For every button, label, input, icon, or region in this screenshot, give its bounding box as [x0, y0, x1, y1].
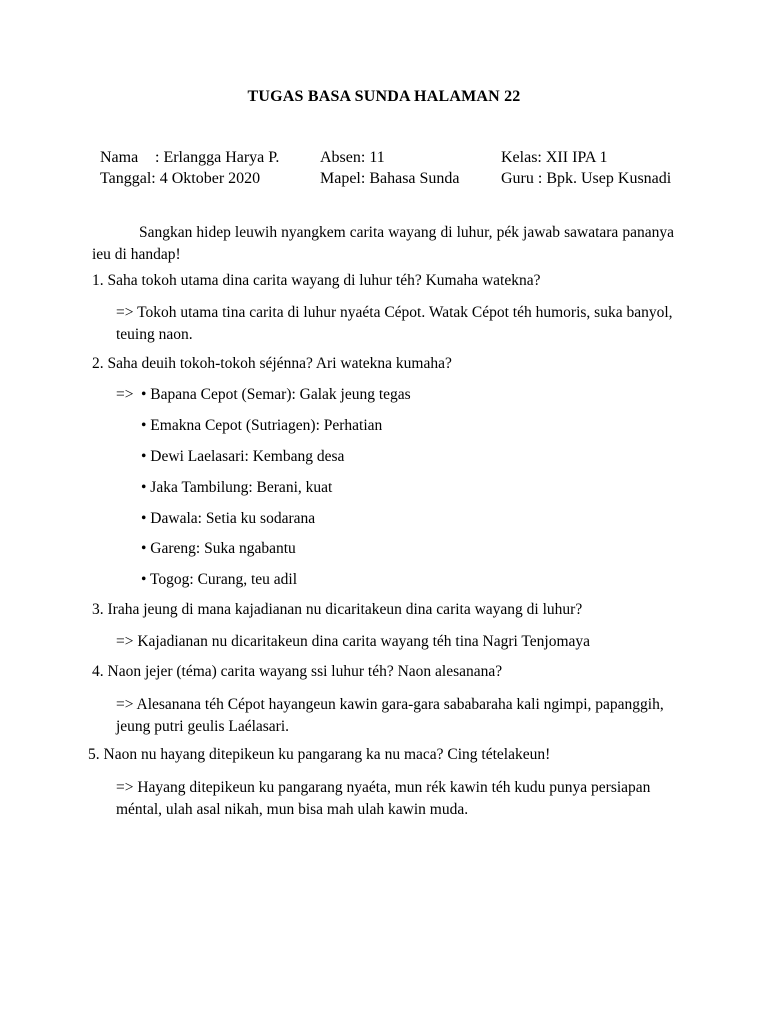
answer-1: => Tokoh utama tina carita di luhur nyaéta Cépot. Watak Cépot téh humoris, suka banyol, teuing naon.: [116, 304, 673, 343]
list-item: • Togog: Curang, teu adil: [141, 571, 298, 588]
kelas-field: Kelas: XII IPA 1: [501, 149, 608, 166]
nama-value: : Erlangga Harya P.: [155, 149, 280, 166]
list-item: • Dawala: Setia ku sodarana: [141, 510, 316, 527]
question-2: 2. Saha deuih tokoh-tokoh séjénna? Ari watekna kumaha?: [92, 355, 452, 372]
intro-paragraph: Sangkan hidep leuwih nyangkem carita wayang di luhur, pék jawab sawatara pananya ieu di handap!: [92, 224, 674, 263]
tanggal-field: Tanggal: 4 Oktober 2020: [100, 170, 261, 187]
document-title: TUGAS BASA SUNDA HALAMAN 22: [247, 88, 521, 105]
question-3: 3. Iraha jeung di mana kajadianan nu dicaritakeun dina carita wayang di luhur?: [92, 601, 583, 618]
absen-field: Absen: 11: [320, 149, 385, 166]
answer-3: => Kajadianan nu dicaritakeun dina carita wayang téh tina Nagri Tenjomaya: [116, 633, 591, 650]
answer-2-prefix: =>: [116, 386, 134, 403]
answer-5: => Hayang ditepikeun ku pangarang nyaéta, mun rék kawin téh kudu punya persiapan méntal, ulah asal nikah, mun bisa mah ulah kawin muda.: [116, 779, 651, 818]
question-1: 1. Saha tokoh utama dina carita wayang di luhur téh? Kumaha watekna?: [92, 272, 541, 289]
list-item: • Dewi Laelasari: Kembang desa: [141, 448, 345, 465]
list-item: • Bapana Cepot (Semar): Galak jeung tegas: [141, 386, 411, 403]
mapel-field: Mapel: Bahasa Sunda: [320, 170, 460, 187]
list-item: • Gareng: Suka ngabantu: [141, 540, 296, 557]
nama-label: Nama: [100, 149, 139, 166]
guru-field: Guru : Bpk. Usep Kusnadi: [501, 170, 672, 187]
question-5: 5. Naon nu hayang ditepikeun ku pangarang ka nu maca? Cing tételakeun!: [88, 746, 551, 763]
list-item: • Emakna Cepot (Sutriagen): Perhatian: [141, 417, 383, 434]
list-item: • Jaka Tambilung: Berani, kuat: [141, 479, 333, 496]
question-4: 4. Naon jejer (téma) carita wayang ssi luhur téh? Naon alesanana?: [92, 663, 503, 680]
answer-4: => Alesanana téh Cépot hayangeun kawin gara-gara sababaraha kali ngimpi, papanggih, jeung putri geulis Laélasari.: [116, 696, 664, 735]
